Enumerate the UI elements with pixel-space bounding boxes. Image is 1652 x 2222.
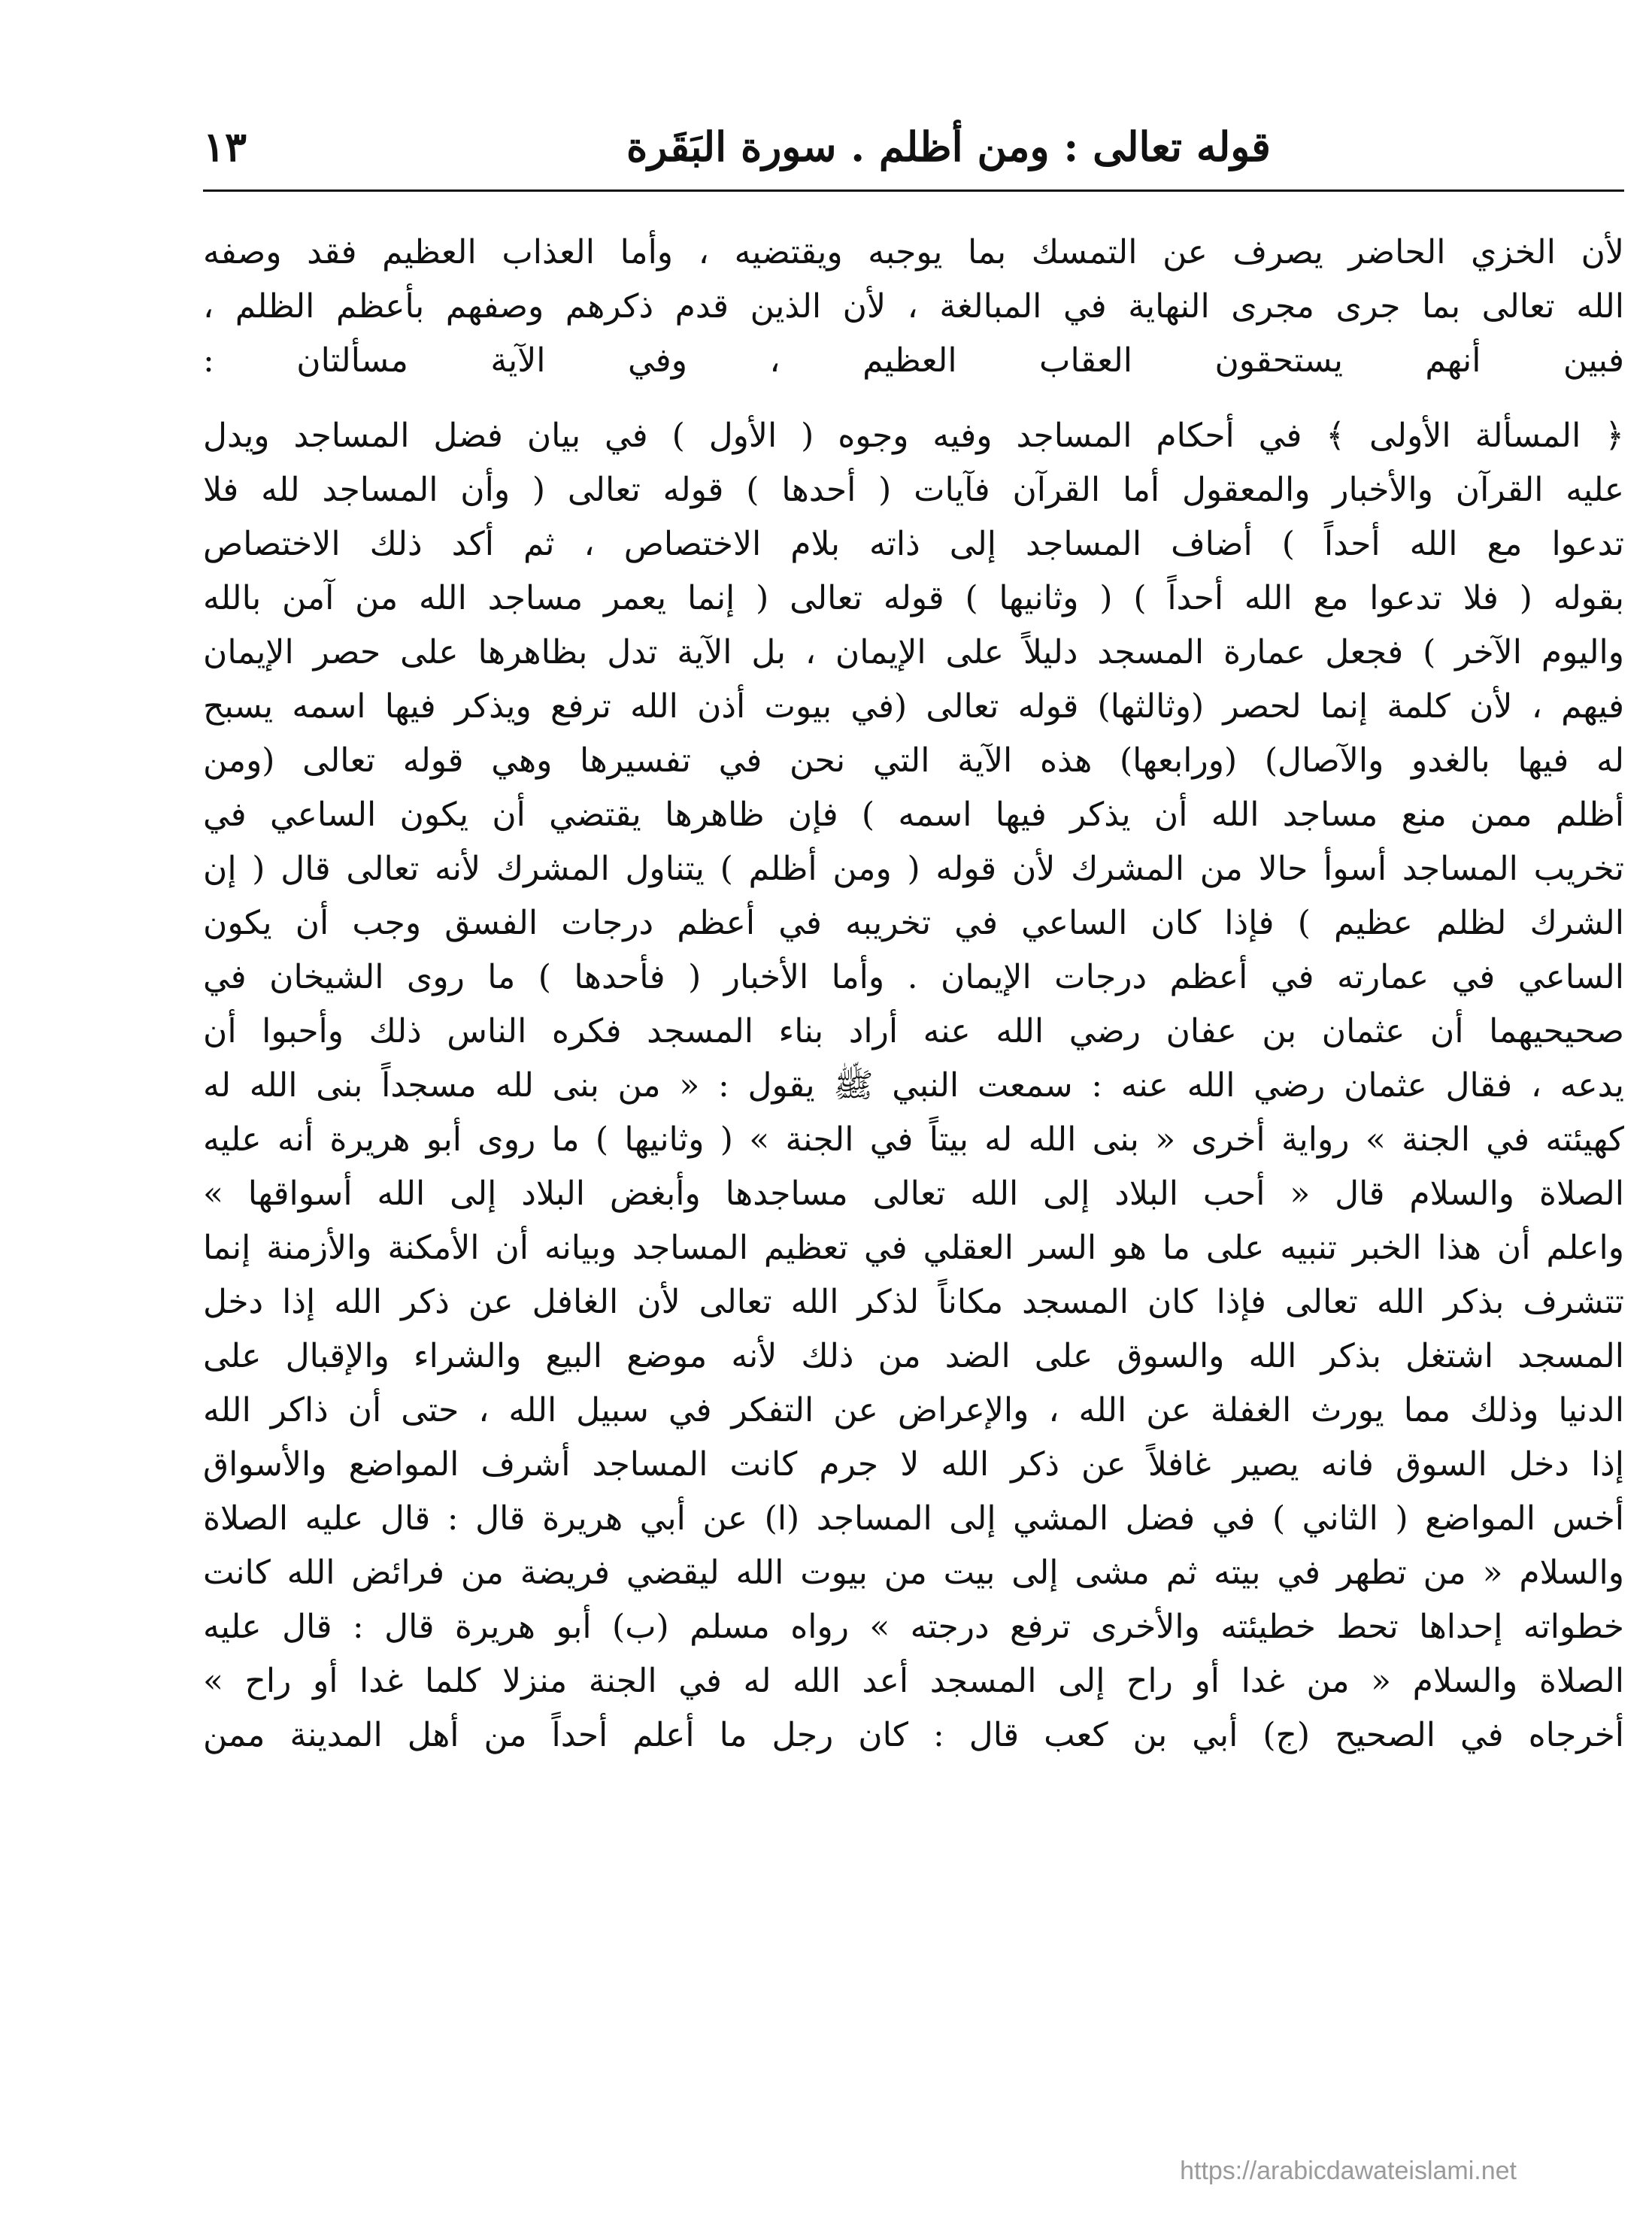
- running-header: [203, 113, 1624, 180]
- text-line: تدعوا مع الله أحداً ) أضاف المساجد إلى ذاته بلام الاختصاص ، ثم أكد ذلك الاختصاص: [203, 525, 1624, 563]
- watermark-url: https://arabicdawateislami.net: [1180, 2157, 1517, 2185]
- paragraph: [203, 409, 1624, 1763]
- text-line: له فيها بالغدو والآصال) (ورابعها) هذه الآية التي نحن في تفسيرها وهي قوله تعالى (ومن: [203, 741, 1624, 780]
- page-number: ١٣: [203, 123, 247, 171]
- text-line: الصلاة والسلام « من غدا أو راح إلى المسجد أعد الله له في الجنة منزلا كلما غدا أو راح »: [203, 1662, 1624, 1700]
- text-line: كهيئته في الجنة » رواية أخرى « بنى الله له بيتاً في الجنة » ( وثانيها ) ما روى أبو هريرة أنه عليه: [203, 1120, 1624, 1159]
- text-line: لأن الخزي الحاضر يصرف عن التمسك بما يوجبه ويقتضيه ، وأما العذاب العظيم فقد وصفه: [203, 233, 1624, 271]
- text-line: بقوله ( فلا تدعوا مع الله أحداً ) ( وثانيها ) قوله تعالى ( إنما يعمر مساجد الله من آمن بالله: [203, 579, 1624, 617]
- header-title: قوله تعالى : ومن أظلم . سورة البَقَرة: [626, 123, 1271, 171]
- text-line: واعلم أن هذا الخبر تنبيه على ما هو السر العقلي في تعظيم المساجد وبيانه أن الأمكنة والأزمنة إنما: [203, 1229, 1624, 1267]
- text-line: فبين أنهم يستحقون العقاب العظيم ، وفي الآية مسألتان :: [203, 341, 1624, 380]
- text-line: يدعه ، فقال عثمان رضي الله عنه : سمعت النبي ﷺ يقول : « من بنى لله مسجداً بنى الله له: [203, 1066, 1624, 1105]
- text-line: الصلاة والسلام قال « أحب البلاد إلى الله تعالى مساجدها وأبغض البلاد إلى الله أسواقها »: [203, 1175, 1624, 1213]
- text-line: أخس المواضع ( الثاني ) في فضل المشي إلى المساجد (ا) عن أبي هريرة قال : قال عليه الصلاة: [203, 1499, 1624, 1538]
- text-line: إذا دخل السوق فانه يصير غافلاً عن ذكر الله لا جرم كانت المساجد أشرف المواضع والأسواق: [203, 1445, 1624, 1484]
- body-text: [203, 226, 1624, 1763]
- text-line: فيهم ، لأن كلمة إنما لحصر (وثالثها) قوله تعالى (في بيوت أذن الله ترفع ويذكر فيها اسمه يسبح: [203, 687, 1624, 726]
- text-line: واليوم الآخر ) فجعل عمارة المسجد دليلاً على الإيمان ، بل الآية تدل بظاهرها على حصر الإيمان: [203, 633, 1624, 671]
- text-line: الدنيا وذلك مما يورث الغفلة عن الله ، والإعراض عن التفكر في سبيل الله ، حتى أن ذاكر الله: [203, 1391, 1624, 1429]
- text-line: ﴿ المسألة الأولى ﴾ في أحكام المساجد وفيه وجوه ( الأول ) في بيان فضل المساجد ويدل: [203, 417, 1624, 455]
- text-line: تخريب المساجد أسوأ حالا من المشرك لأن قوله ( ومن أظلم ) يتناول المشرك لأنه تعالى قال ( إن: [203, 850, 1624, 888]
- text-line: تتشرف بذكر الله تعالى فإذا كان المسجد مكاناً لذكر الله تعالى لأن الغافل عن ذكر الله إذا دخل: [203, 1283, 1624, 1321]
- header-rule: [203, 189, 1624, 192]
- text-line: عليه القرآن والأخبار والمعقول أما القرآن فآيات ( أحدها ) قوله تعالى ( وأن المساجد لله فلا: [203, 471, 1624, 509]
- text-line: الله تعالى بما جرى مجرى النهاية في المبالغة ، لأن الذين قدم ذكرهم وصفهم بأعظم الظلم ،: [203, 287, 1624, 326]
- text-line: أظلم ممن منع مساجد الله أن يذكر فيها اسمه ) فإن ظاهرها يقتضي أن يكون الساعي في: [203, 796, 1624, 834]
- text-line: الساعي في عمارته في أعظم درجات الإيمان . وأما الأخبار ( فأحدها ) ما روى الشيخان في: [203, 958, 1624, 996]
- text-line: المسجد اشتغل بذكر الله والسوق على الضد من ذلك لأنه موضع البيع والشراء والإقبال على: [203, 1337, 1624, 1375]
- text-line: أخرجاه في الصحيح (ج) أبي بن كعب قال : كان رجل ما أعلم أحداً من أهل المدينة ممن: [203, 1716, 1624, 1754]
- paragraph-gap: [203, 388, 1624, 409]
- text-line: والسلام « من تطهر في بيته ثم مشى إلى بيت من بيوت الله ليقضي فريضة من فرائض الله كانت: [203, 1554, 1624, 1592]
- text-line: الشرك لظلم عظيم ) فإذا كان الساعي في تخريبه في أعظم درجات الفسق وجب أن يكون: [203, 904, 1624, 942]
- text-line: خطواته إحداها تحط خطيئته والأخرى ترفع درجته » رواه مسلم (ب) أبو هريرة قال : قال عليه: [203, 1608, 1624, 1646]
- paragraph: [203, 226, 1624, 388]
- text-line: صحيحيهما أن عثمان بن عفان رضي الله عنه أراد بناء المسجد فكره الناس ذلك وأحبوا أن: [203, 1012, 1624, 1050]
